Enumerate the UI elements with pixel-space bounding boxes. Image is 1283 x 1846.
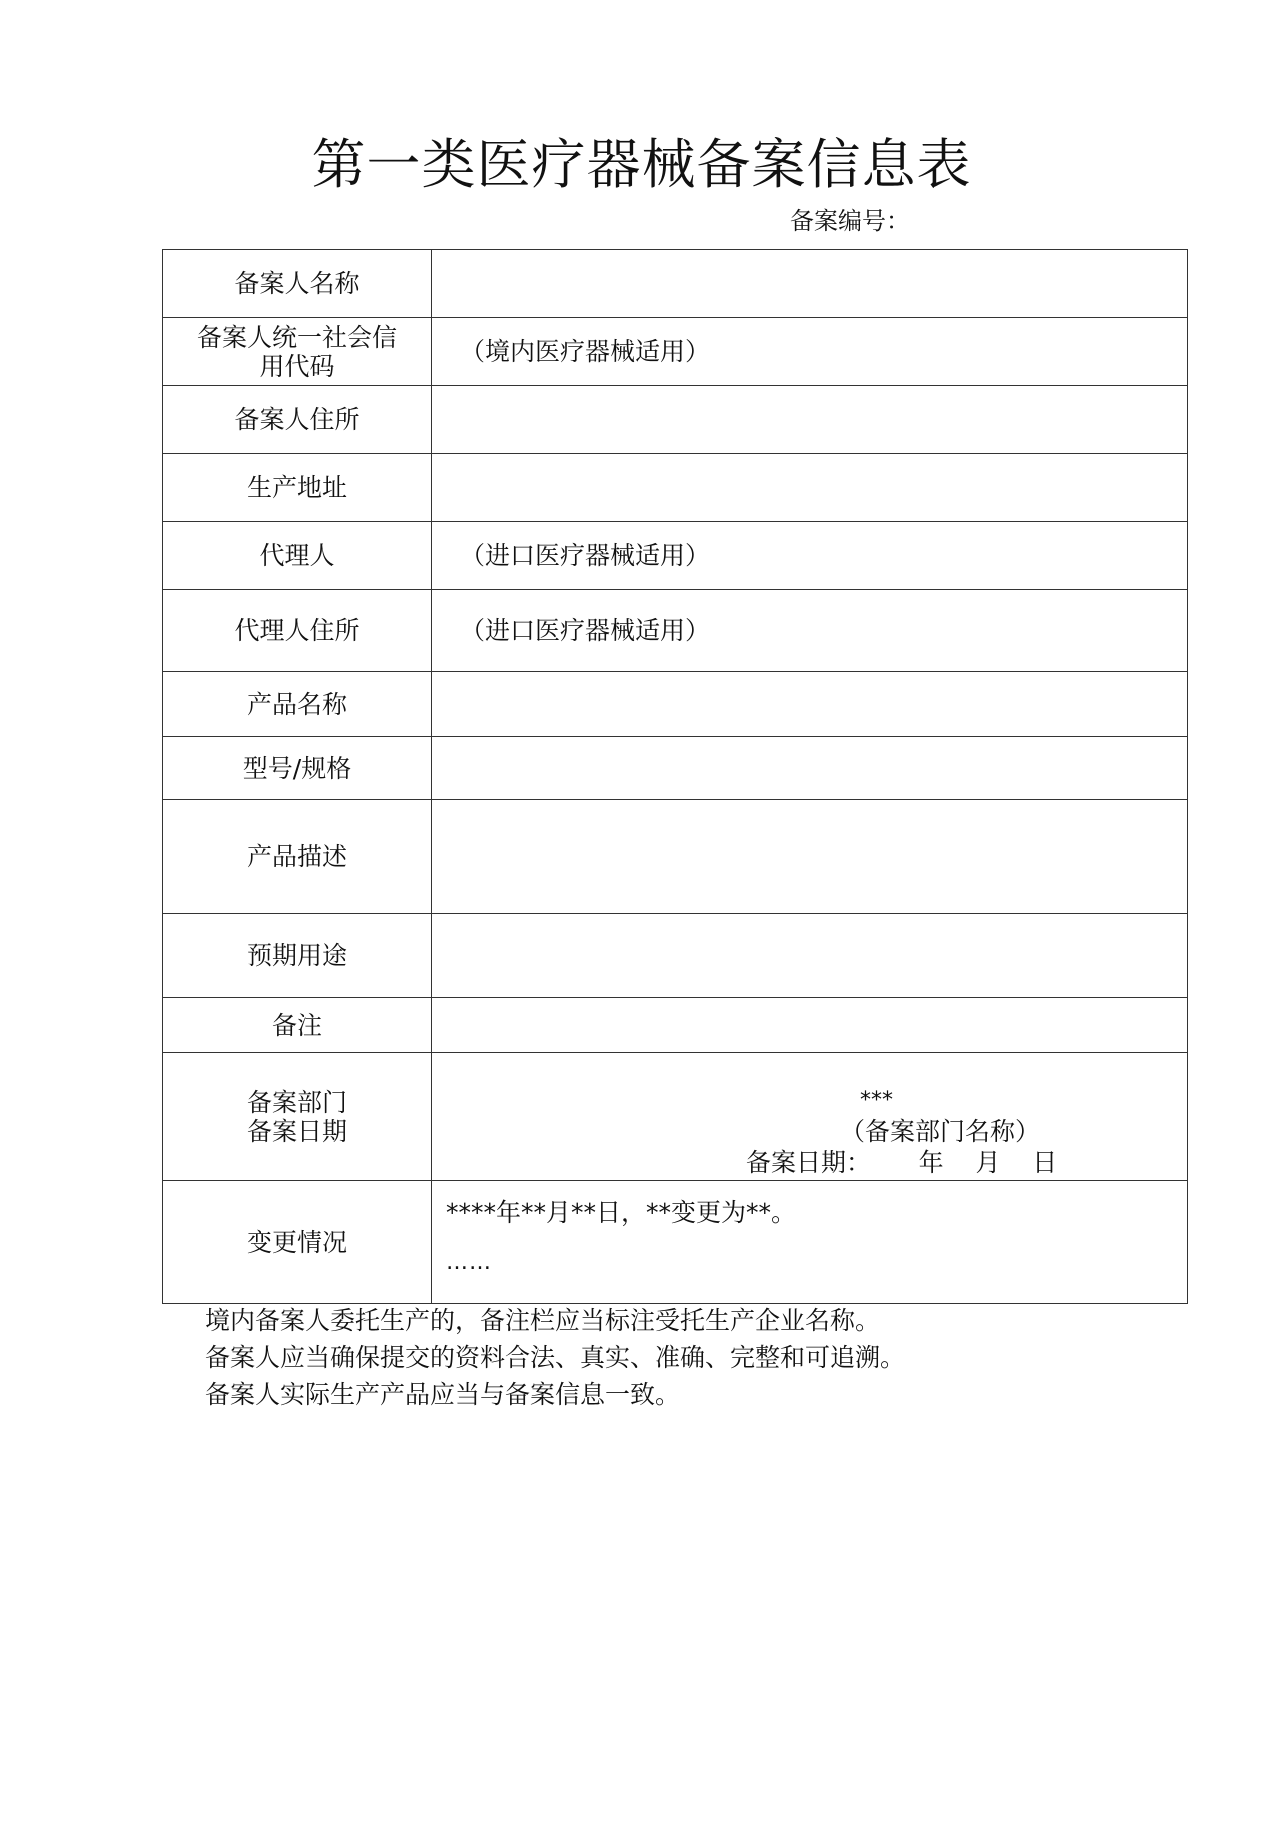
field-label-model-spec: 型号/规格 [163, 737, 432, 800]
field-label-agent: 代理人 [163, 522, 432, 590]
field-label-filer-name: 备案人名称 [163, 250, 432, 318]
footnote-2: 备案人应当确保提交的资料合法、真实、准确、完整和可追溯。 [205, 1343, 906, 1372]
dept-date: 备案日期： 年 月 日 [746, 1148, 1058, 1177]
field-label-dept-date [163, 1053, 432, 1181]
table-row [163, 737, 1188, 800]
field-label-production-address: 生产地址 [163, 454, 432, 522]
change-line-2: …… [446, 1250, 492, 1275]
field-label-intended-use: 预期用途 [163, 914, 432, 998]
table-row [163, 590, 1188, 672]
field-label-product-name: 产品名称 [163, 672, 432, 737]
field-value-dept-date [432, 1053, 1188, 1181]
field-label-credit-code-text: 备案人统一社会信用代码 [196, 322, 397, 381]
form-title: 第一类医疗器械备案信息表 [311, 133, 972, 196]
table-row [163, 318, 1188, 386]
dept-stars: *** [860, 1088, 893, 1113]
table-row [163, 386, 1188, 454]
field-value-model-spec[interactable] [432, 737, 1188, 800]
table-row [163, 454, 1188, 522]
field-value-product-description[interactable] [432, 800, 1188, 914]
field-value-filer-name[interactable] [432, 250, 1188, 318]
table-row [163, 1053, 1188, 1181]
change-line-1: ****年**月**日，**变更为**。 [446, 1198, 797, 1227]
table-row [163, 998, 1188, 1053]
table-row [163, 522, 1188, 590]
table-row [163, 250, 1188, 318]
footnote-1: 境内备案人委托生产的，备注栏应当标注受托生产企业名称。 [205, 1306, 881, 1335]
field-value-agent-address[interactable]: （进口医疗器械适用） [432, 590, 1188, 672]
field-value-intended-use[interactable] [432, 914, 1188, 998]
field-value-remarks[interactable] [432, 998, 1188, 1053]
field-label-agent-address: 代理人住所 [163, 590, 432, 672]
field-value-changes[interactable] [432, 1181, 1188, 1304]
dept-name: （备案部门名称） [840, 1117, 1041, 1146]
footnote-3: 备案人实际生产产品应当与备案信息一致。 [205, 1380, 681, 1409]
field-label-filer-address: 备案人住所 [163, 386, 432, 454]
record-info-table [162, 249, 1188, 1304]
field-value-production-address[interactable] [432, 454, 1188, 522]
table-row [163, 800, 1188, 914]
table-row [163, 1181, 1188, 1304]
field-value-filer-address[interactable] [432, 386, 1188, 454]
dept-label-line2: 备案日期 [246, 1116, 347, 1146]
field-label-changes: 变更情况 [163, 1181, 432, 1304]
record-number-label: 备案编号： [790, 207, 910, 235]
table-row [163, 914, 1188, 998]
footnotes [205, 1302, 905, 1413]
field-label-product-description: 产品描述 [163, 800, 432, 914]
table-row [163, 672, 1188, 737]
field-value-agent[interactable]: （进口医疗器械适用） [432, 522, 1188, 590]
field-label-credit-code [163, 318, 432, 386]
field-value-product-name[interactable] [432, 672, 1188, 737]
field-label-remarks: 备注 [163, 998, 432, 1053]
field-value-credit-code[interactable]: （境内医疗器械适用） [432, 318, 1188, 386]
dept-label-line1: 备案部门 [246, 1087, 347, 1117]
